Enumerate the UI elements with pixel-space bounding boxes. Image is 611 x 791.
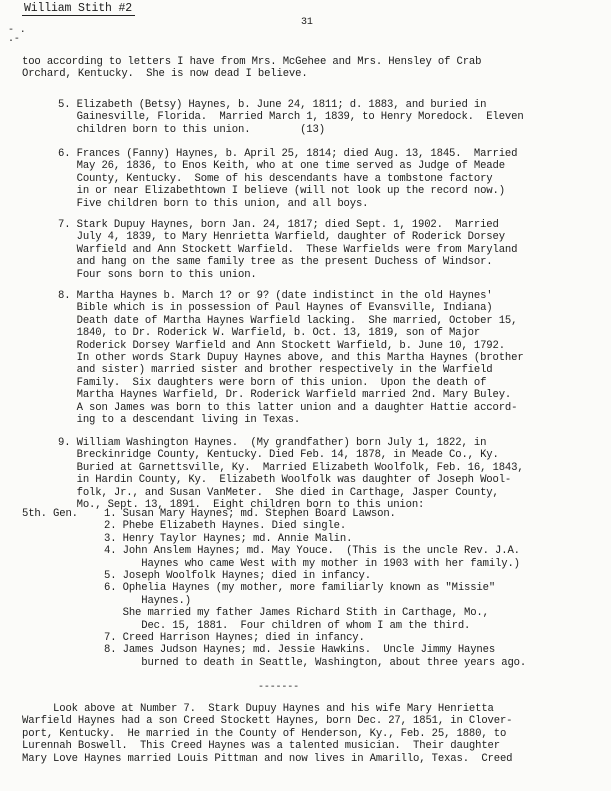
closing-line: Look above at Number 7. Stark Dupuy Haynes and his wife Mary Henrietta <box>22 703 494 715</box>
entry-8-line: Family. Six daughters were born of this union. Upon the death of <box>58 376 487 389</box>
generation-label: 5th. Gen. <box>22 508 78 520</box>
entry-9-line: Mo., Sept. 13, 1891. Eight children born to this union: <box>58 499 425 511</box>
child-line: 6. Ophelia Haynes (my mother, more familiarly known as "Missie" <box>104 582 496 595</box>
closing-line: Mary Love Haynes married Louis Pittman and now lives in Amarillo, Texas. Creed <box>22 752 513 765</box>
child-line: Dec. 15, 1881. Four children of whom I am the third. <box>104 619 471 632</box>
entry-8-line: ing to a descendant living in Texas. <box>58 414 301 426</box>
entry-5-line: 5. Elizabeth (Betsy) Haynes, b. June 24, 1811; d. 1883, and buried in <box>58 99 487 111</box>
entry-7-line: July 4, 1839, to Mary Henrietta Warfield, daughter of Roderick Dorsey <box>58 231 505 244</box>
entry-5-line: Gainesville, Florida. Married March 1, 1839, to Henry Moredock. Eleven <box>58 111 524 124</box>
entry-8-line: In other words Stark Dupuy Haynes above, and this Martha Haynes (brother <box>58 352 524 364</box>
child-line: Haynes who came West with my mother in 1903 with her family.) <box>104 557 520 570</box>
child-line: 8. James Judson Haynes; md. Jessie Hawkins. Uncle Jimmy Haynes <box>104 644 496 657</box>
entry-6-line: Five children born to this union, and all boys. <box>58 197 369 210</box>
child-line: 3. Henry Taylor Haynes; md. Annie Malin. <box>104 532 353 545</box>
entry-8-line: Martha Haynes Warfield, Dr. Roderick Warfield married 2nd. Mary Buley. <box>58 389 512 402</box>
entry-9-line: Buried at Garnettsville, Ky. Married Elizabeth Woolfolk, Feb. 16, 1843, <box>58 461 524 474</box>
child-line: 1. Susan Mary Haynes; md. Stephen Board Lawson. <box>104 508 396 520</box>
entry-8-line: 8. Martha Haynes b. March 1? or 9? (date indistinct in the old Haynes' <box>58 290 493 302</box>
entry-9-line: 9. William Washington Haynes. (My grandfather) born July 1, 1822, in <box>58 437 487 449</box>
entry-6-line: May 26, 1836, to Enos Keith, who at one time served as Judge of Meade <box>58 160 505 173</box>
entry-9-line: Breckinridge County, Kentucky. Died Feb. 14, 1878, in Meade Co., Ky. <box>58 449 499 462</box>
child-line: 5. Joseph Woolfolk Haynes; died in infancy. <box>104 570 371 582</box>
intro-line: Orchard, Kentucky. She is now dead I believe. <box>22 68 308 81</box>
child-line: She married my father James Richard Stith in Carthage, Mo., <box>104 607 489 620</box>
entry-6-line: County, Kentucky. Some of his descendants have a tombstone factory <box>58 172 493 185</box>
closing-line: Lurennah Boswell. This Creed Haynes was a talented musician. Their daughter <box>22 740 500 753</box>
page-header-title: William Stith #2 <box>22 3 135 16</box>
entry-9-line: in Hardin County, Ky. Elizabeth Woolfolk was daughter of Joseph Wool- <box>58 474 512 487</box>
entry-8-line: A son James was born to this latter union and a daughter Hattie accord- <box>58 401 518 414</box>
entry-6-line: in or near Elizabethtown I believe (will not look up the record now.) <box>58 185 505 198</box>
section-divider: ------- <box>258 682 299 693</box>
entry-6-line: 6. Frances (Fanny) Haynes, b. April 25, 1814; died Aug. 13, 1845. Married <box>58 148 518 160</box>
entry-7-line: Four sons born to this union. <box>58 268 257 281</box>
entry-8-line: Death date of Martha Haynes Warfield lacking. She married, October 15, <box>58 314 518 327</box>
child-line: 2. Phebe Elizabeth Haynes. Died single. <box>104 520 347 533</box>
child-line: 7. Creed Harrison Haynes; died in infancy. <box>104 632 365 644</box>
entry-8-line: 1840, to Dr. Roderick W. Warfield, b. Oct. 13, 1819, son of Major <box>58 327 481 340</box>
entry-9-line: folk, Jr., and Susan VanMeter. She died in Carthage, Jasper County, <box>58 486 499 499</box>
entry-8-line: and sister) married sister and brother respectively in the Warfield <box>58 364 493 377</box>
entry-7-line: and hang on the same family tree as the present Duchess of Windsor. <box>58 256 493 269</box>
child-line: burned to death in Seattle, Washington, about three years ago. <box>104 656 527 669</box>
entry-5-line: children born to this union. (13) <box>58 123 325 136</box>
child-line: Haynes.) <box>104 594 191 607</box>
child-line: 4. John Anslem Haynes; md. May Youce. (This is the uncle Rev. J.A. <box>104 545 520 558</box>
entry-8-line: Bible which is in possession of Paul Haynes of Evansville, Indiana) <box>58 302 493 315</box>
intro-line: too according to letters I have from Mrs. McGehee and Mrs. Hensley of Crab <box>22 56 482 68</box>
closing-line: port, Kentucky. He married in the County of Henderson, Ky., Feb. 25, 1880, to <box>22 727 507 740</box>
entry-7-line: 7. Stark Dupuy Haynes, born Jan. 24, 1817; died Sept. 1, 1902. Married <box>58 219 499 231</box>
margin-marks: - . .- <box>8 25 26 45</box>
page-number: 31 <box>301 17 313 28</box>
entry-7-line: Warfield and Ann Stockett Warfield. These Warfields were from Maryland <box>58 243 518 256</box>
closing-line: Warfield Haynes had a son Creed Stockett Haynes, born Dec. 27, 1851, in Clover- <box>22 715 513 728</box>
entry-8-line: Roderick Dorsey Warfield and Ann Stockett Warfield, b. June 10, 1792. <box>58 339 505 352</box>
